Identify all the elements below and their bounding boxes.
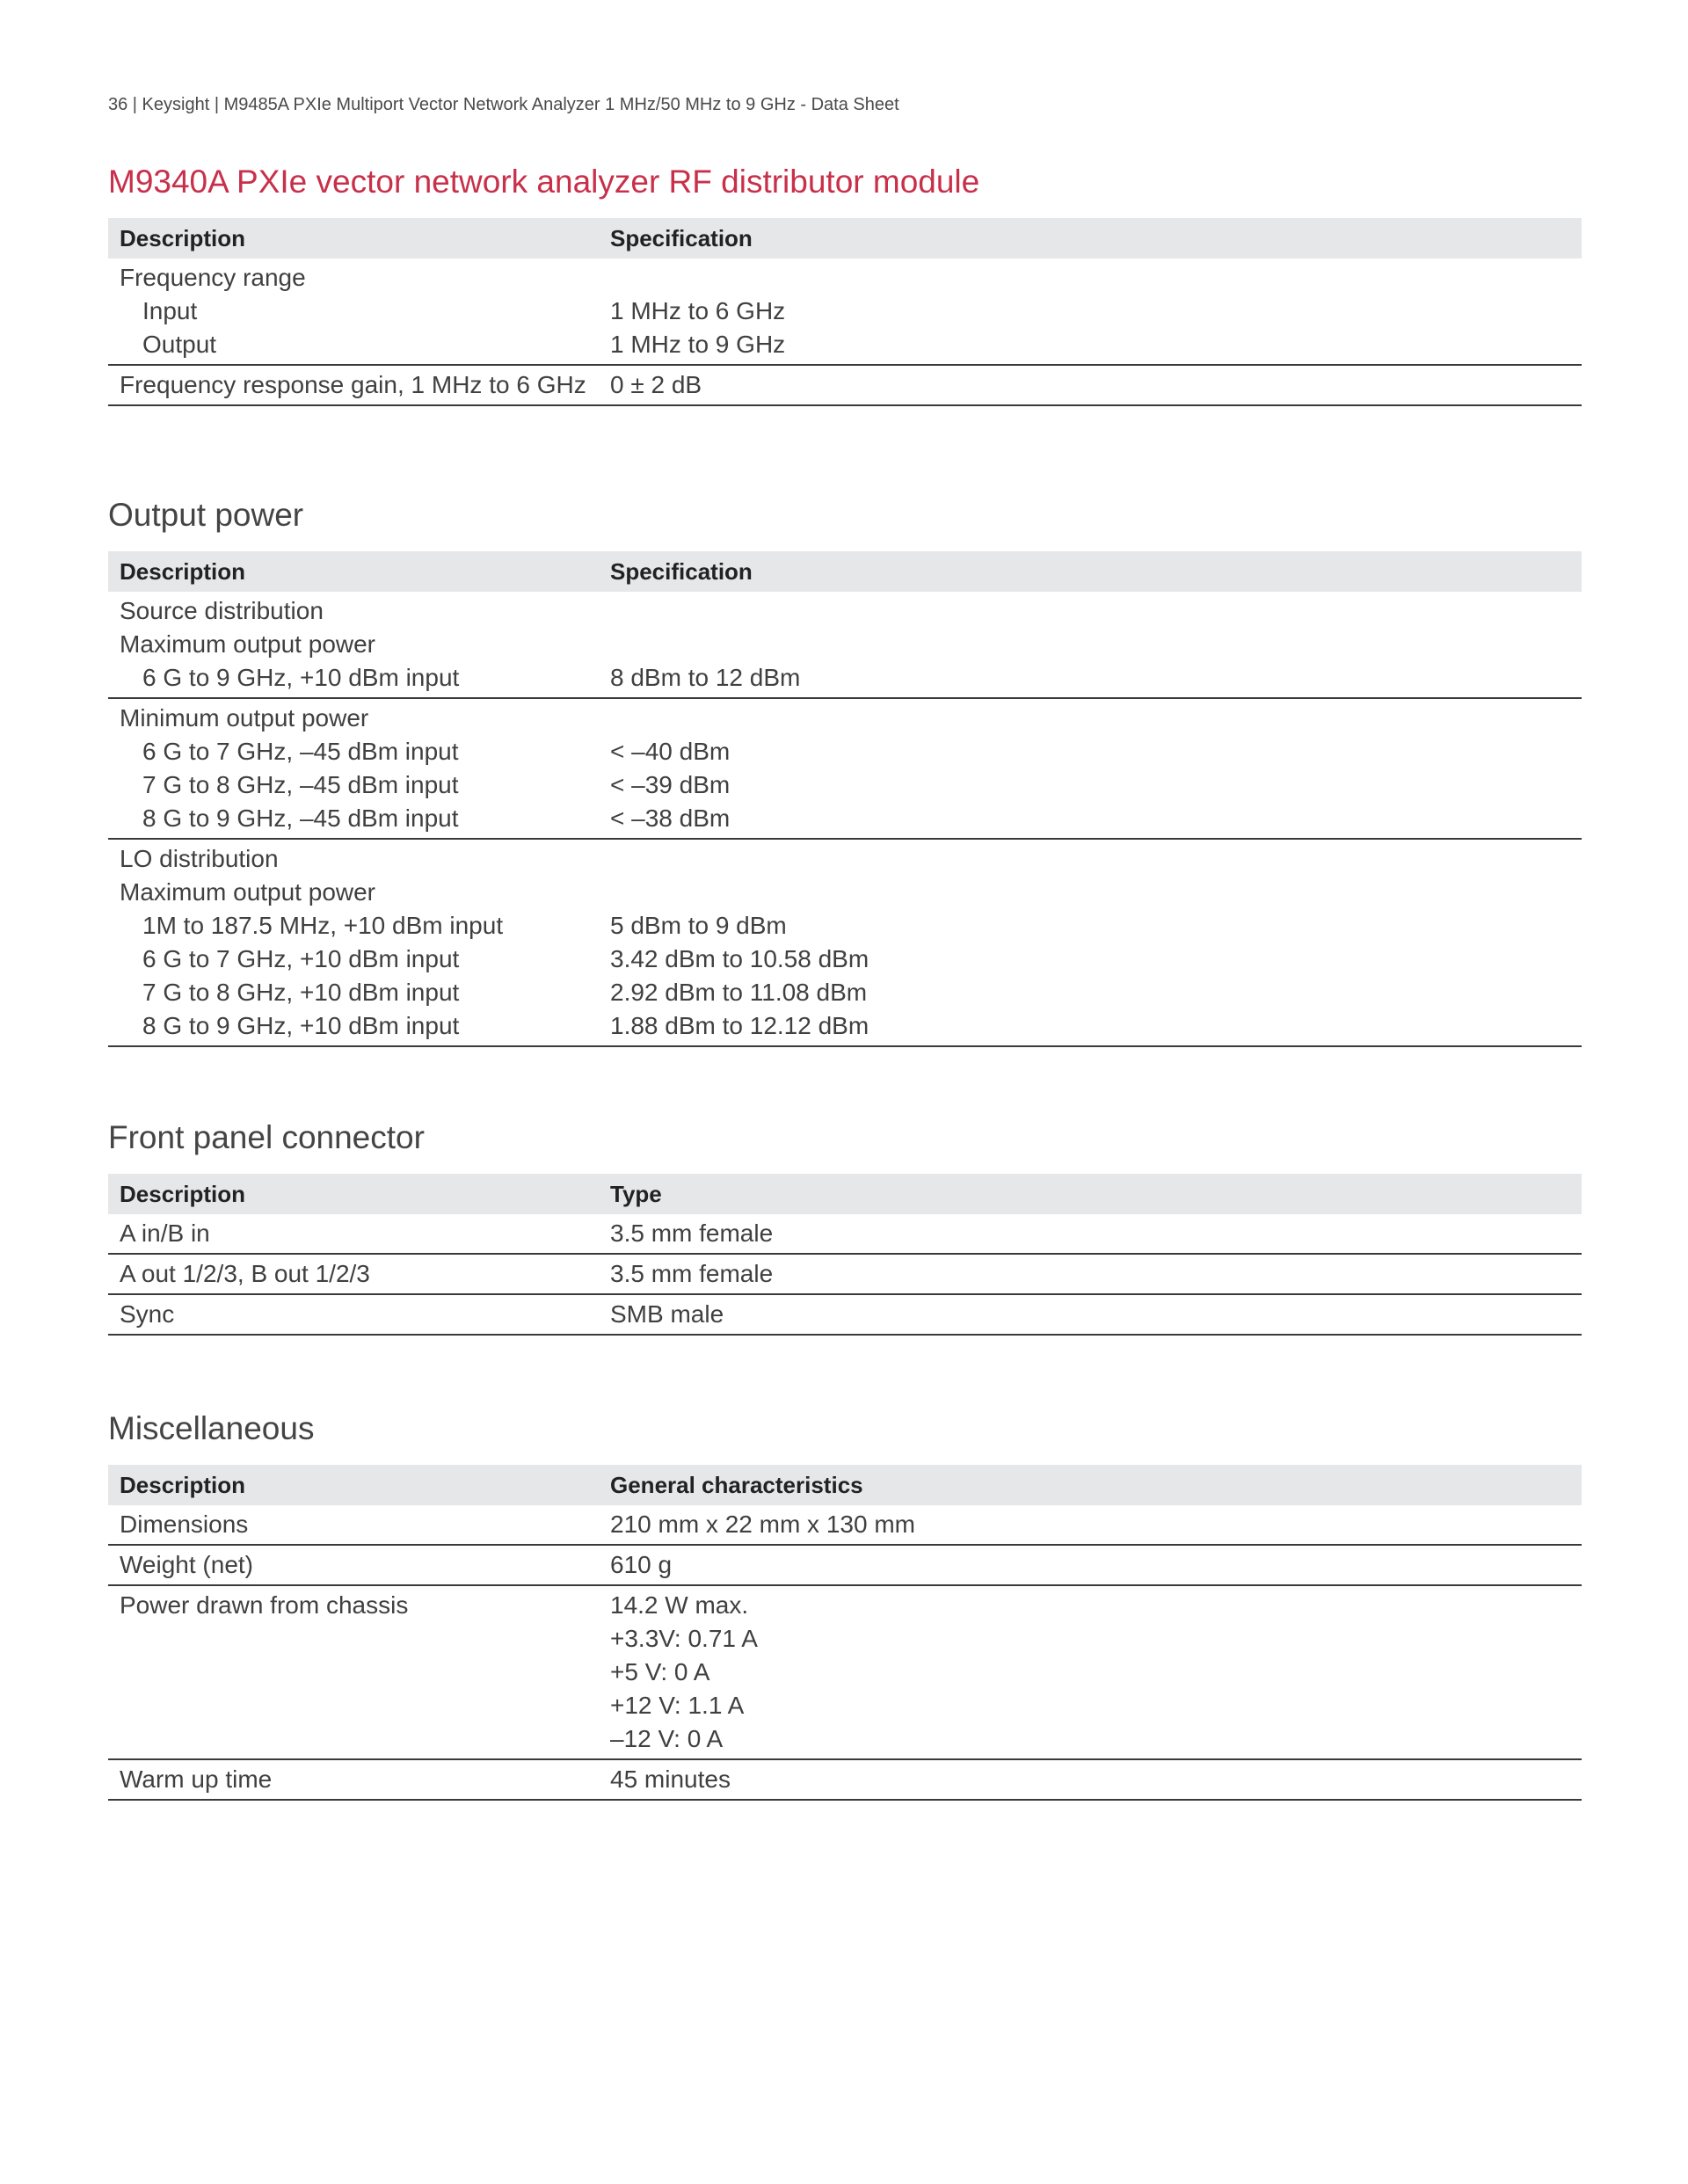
description-cell: [108, 698, 599, 839]
table-row: [108, 839, 1582, 1046]
column-header: Description: [108, 1174, 599, 1214]
column-header: Specification: [599, 218, 1582, 258]
description-cell: [108, 258, 599, 365]
description-line: Maximum output power: [120, 878, 376, 906]
value-line: SMB male: [610, 1300, 724, 1328]
column-header: Type: [599, 1174, 1582, 1214]
table-row: [108, 1585, 1582, 1759]
value-cell: [599, 1214, 1582, 1254]
value-line: 3.5 mm female: [610, 1260, 774, 1287]
section-title: M9340A PXIe vector network analyzer RF distributor module: [108, 164, 980, 200]
value-cell: [599, 1254, 1582, 1294]
value-line: 610 g: [610, 1551, 673, 1578]
description-line: Frequency range: [120, 264, 306, 291]
description-cell: [108, 1214, 599, 1254]
value-cell: [599, 365, 1582, 405]
description-line: Source distribution: [120, 597, 324, 624]
spec-table: [108, 218, 1582, 406]
spec-table: [108, 551, 1582, 1047]
value-line: 3.42 dBm to 10.58 dBm: [610, 945, 869, 972]
spec-table: [108, 1465, 1582, 1801]
value-line: < –40 dBm: [610, 738, 731, 765]
value-line: 45 minutes: [610, 1765, 731, 1793]
value-line: < –39 dBm: [610, 771, 731, 798]
value-cell: [599, 592, 1582, 698]
section-0: [108, 165, 1582, 406]
description-line: Weight (net): [120, 1551, 253, 1578]
description-cell: [108, 839, 599, 1046]
description-line: LO distribution: [120, 845, 279, 872]
column-header: General characteristics: [599, 1465, 1582, 1505]
description-cell: [108, 1294, 599, 1335]
section-2: [108, 1121, 1582, 1336]
section-1: [108, 499, 1582, 1047]
value-line: 1 MHz to 6 GHz: [610, 297, 786, 324]
value-cell: [599, 1759, 1582, 1800]
running-head: 36 | Keysight | M9485A PXIe Multiport Vector Network Analyzer 1 MHz/50 MHz to 9 GHz - Data Sheet: [108, 95, 899, 114]
value-line: 2.92 dBm to 11.08 dBm: [610, 979, 868, 1006]
table-row: [108, 365, 1582, 405]
table-row: [108, 1759, 1582, 1800]
value-line: +3.3V: 0.71 A: [610, 1625, 758, 1652]
value-line: < –38 dBm: [610, 804, 731, 832]
table-row: [108, 698, 1582, 839]
description-line: A out 1/2/3, B out 1/2/3: [120, 1260, 370, 1287]
description-line: Maximum output power: [120, 630, 376, 658]
value-cell: [599, 839, 1582, 1046]
value-line: +12 V: 1.1 A: [610, 1692, 745, 1719]
value-line: 0 ± 2 dB: [610, 371, 702, 398]
table-header-row: [108, 1174, 1582, 1214]
value-line: 8 dBm to 12 dBm: [610, 664, 801, 691]
value-line: +5 V: 0 A: [610, 1658, 710, 1685]
value-line: [610, 702, 1570, 735]
value-line: –12 V: 0 A: [610, 1725, 724, 1752]
column-header: Description: [108, 1465, 599, 1505]
description-line: 7 G to 8 GHz, +10 dBm input: [142, 979, 460, 1006]
description-cell: [108, 365, 599, 405]
value-cell: [599, 1294, 1582, 1335]
description-line: Output: [142, 331, 217, 358]
value-cell: [599, 1505, 1582, 1545]
value-line: 5 dBm to 9 dBm: [610, 912, 787, 939]
description-cell: [108, 1759, 599, 1800]
table-row: [108, 1254, 1582, 1294]
description-line: Minimum output power: [120, 704, 369, 732]
value-line: 1.88 dBm to 12.12 dBm: [610, 1012, 869, 1039]
description-line: Sync: [120, 1300, 175, 1328]
table-header-row: [108, 1465, 1582, 1505]
table-header-row: [108, 551, 1582, 592]
column-header: Description: [108, 218, 599, 258]
section-title: Front panel connector: [108, 1119, 425, 1155]
description-cell: [108, 1254, 599, 1294]
section-title: Miscellaneous: [108, 1410, 315, 1446]
description-line: Input: [142, 297, 198, 324]
description-line: 7 G to 8 GHz, –45 dBm input: [142, 771, 459, 798]
description-line: 6 G to 9 GHz, +10 dBm input: [142, 664, 460, 691]
table-row: [108, 1294, 1582, 1335]
description-line: Power drawn from chassis: [120, 1591, 409, 1619]
value-line: [610, 876, 1570, 909]
description-line: 6 G to 7 GHz, +10 dBm input: [142, 945, 460, 972]
value-line: [610, 261, 1570, 295]
table-row: [108, 592, 1582, 698]
description-line: 8 G to 9 GHz, –45 dBm input: [142, 804, 459, 832]
column-header: Description: [108, 551, 599, 592]
value-cell: [599, 1585, 1582, 1759]
value-line: 3.5 mm female: [610, 1219, 774, 1247]
value-line: [610, 628, 1570, 661]
description-line: Dimensions: [120, 1511, 249, 1538]
table-row: [108, 1545, 1582, 1585]
table-row: [108, 1214, 1582, 1254]
section-title: Output power: [108, 497, 304, 533]
description-cell: [108, 1545, 599, 1585]
table-row: [108, 1505, 1582, 1545]
description-cell: [108, 1505, 599, 1545]
spec-table: [108, 1174, 1582, 1336]
value-cell: [599, 258, 1582, 365]
description-cell: [108, 592, 599, 698]
section-3: [108, 1412, 1582, 1801]
description-line: A in/B in: [120, 1219, 210, 1247]
description-line: 6 G to 7 GHz, –45 dBm input: [142, 738, 459, 765]
value-line: 210 mm x 22 mm x 130 mm: [610, 1511, 915, 1538]
table-row: [108, 258, 1582, 365]
value-line: 1 MHz to 9 GHz: [610, 331, 786, 358]
table-header-row: [108, 218, 1582, 258]
description-line: 1M to 187.5 MHz, +10 dBm input: [142, 912, 504, 939]
value-cell: [599, 1545, 1582, 1585]
description-line: Frequency response gain, 1 MHz to 6 GHz: [120, 371, 586, 398]
value-line: 14.2 W max.: [610, 1591, 749, 1619]
column-header: Specification: [599, 551, 1582, 592]
description-line: 8 G to 9 GHz, +10 dBm input: [142, 1012, 460, 1039]
value-cell: [599, 698, 1582, 839]
value-line: [610, 594, 1570, 628]
description-line: Warm up time: [120, 1765, 273, 1793]
value-line: [610, 842, 1570, 876]
description-cell: [108, 1585, 599, 1759]
